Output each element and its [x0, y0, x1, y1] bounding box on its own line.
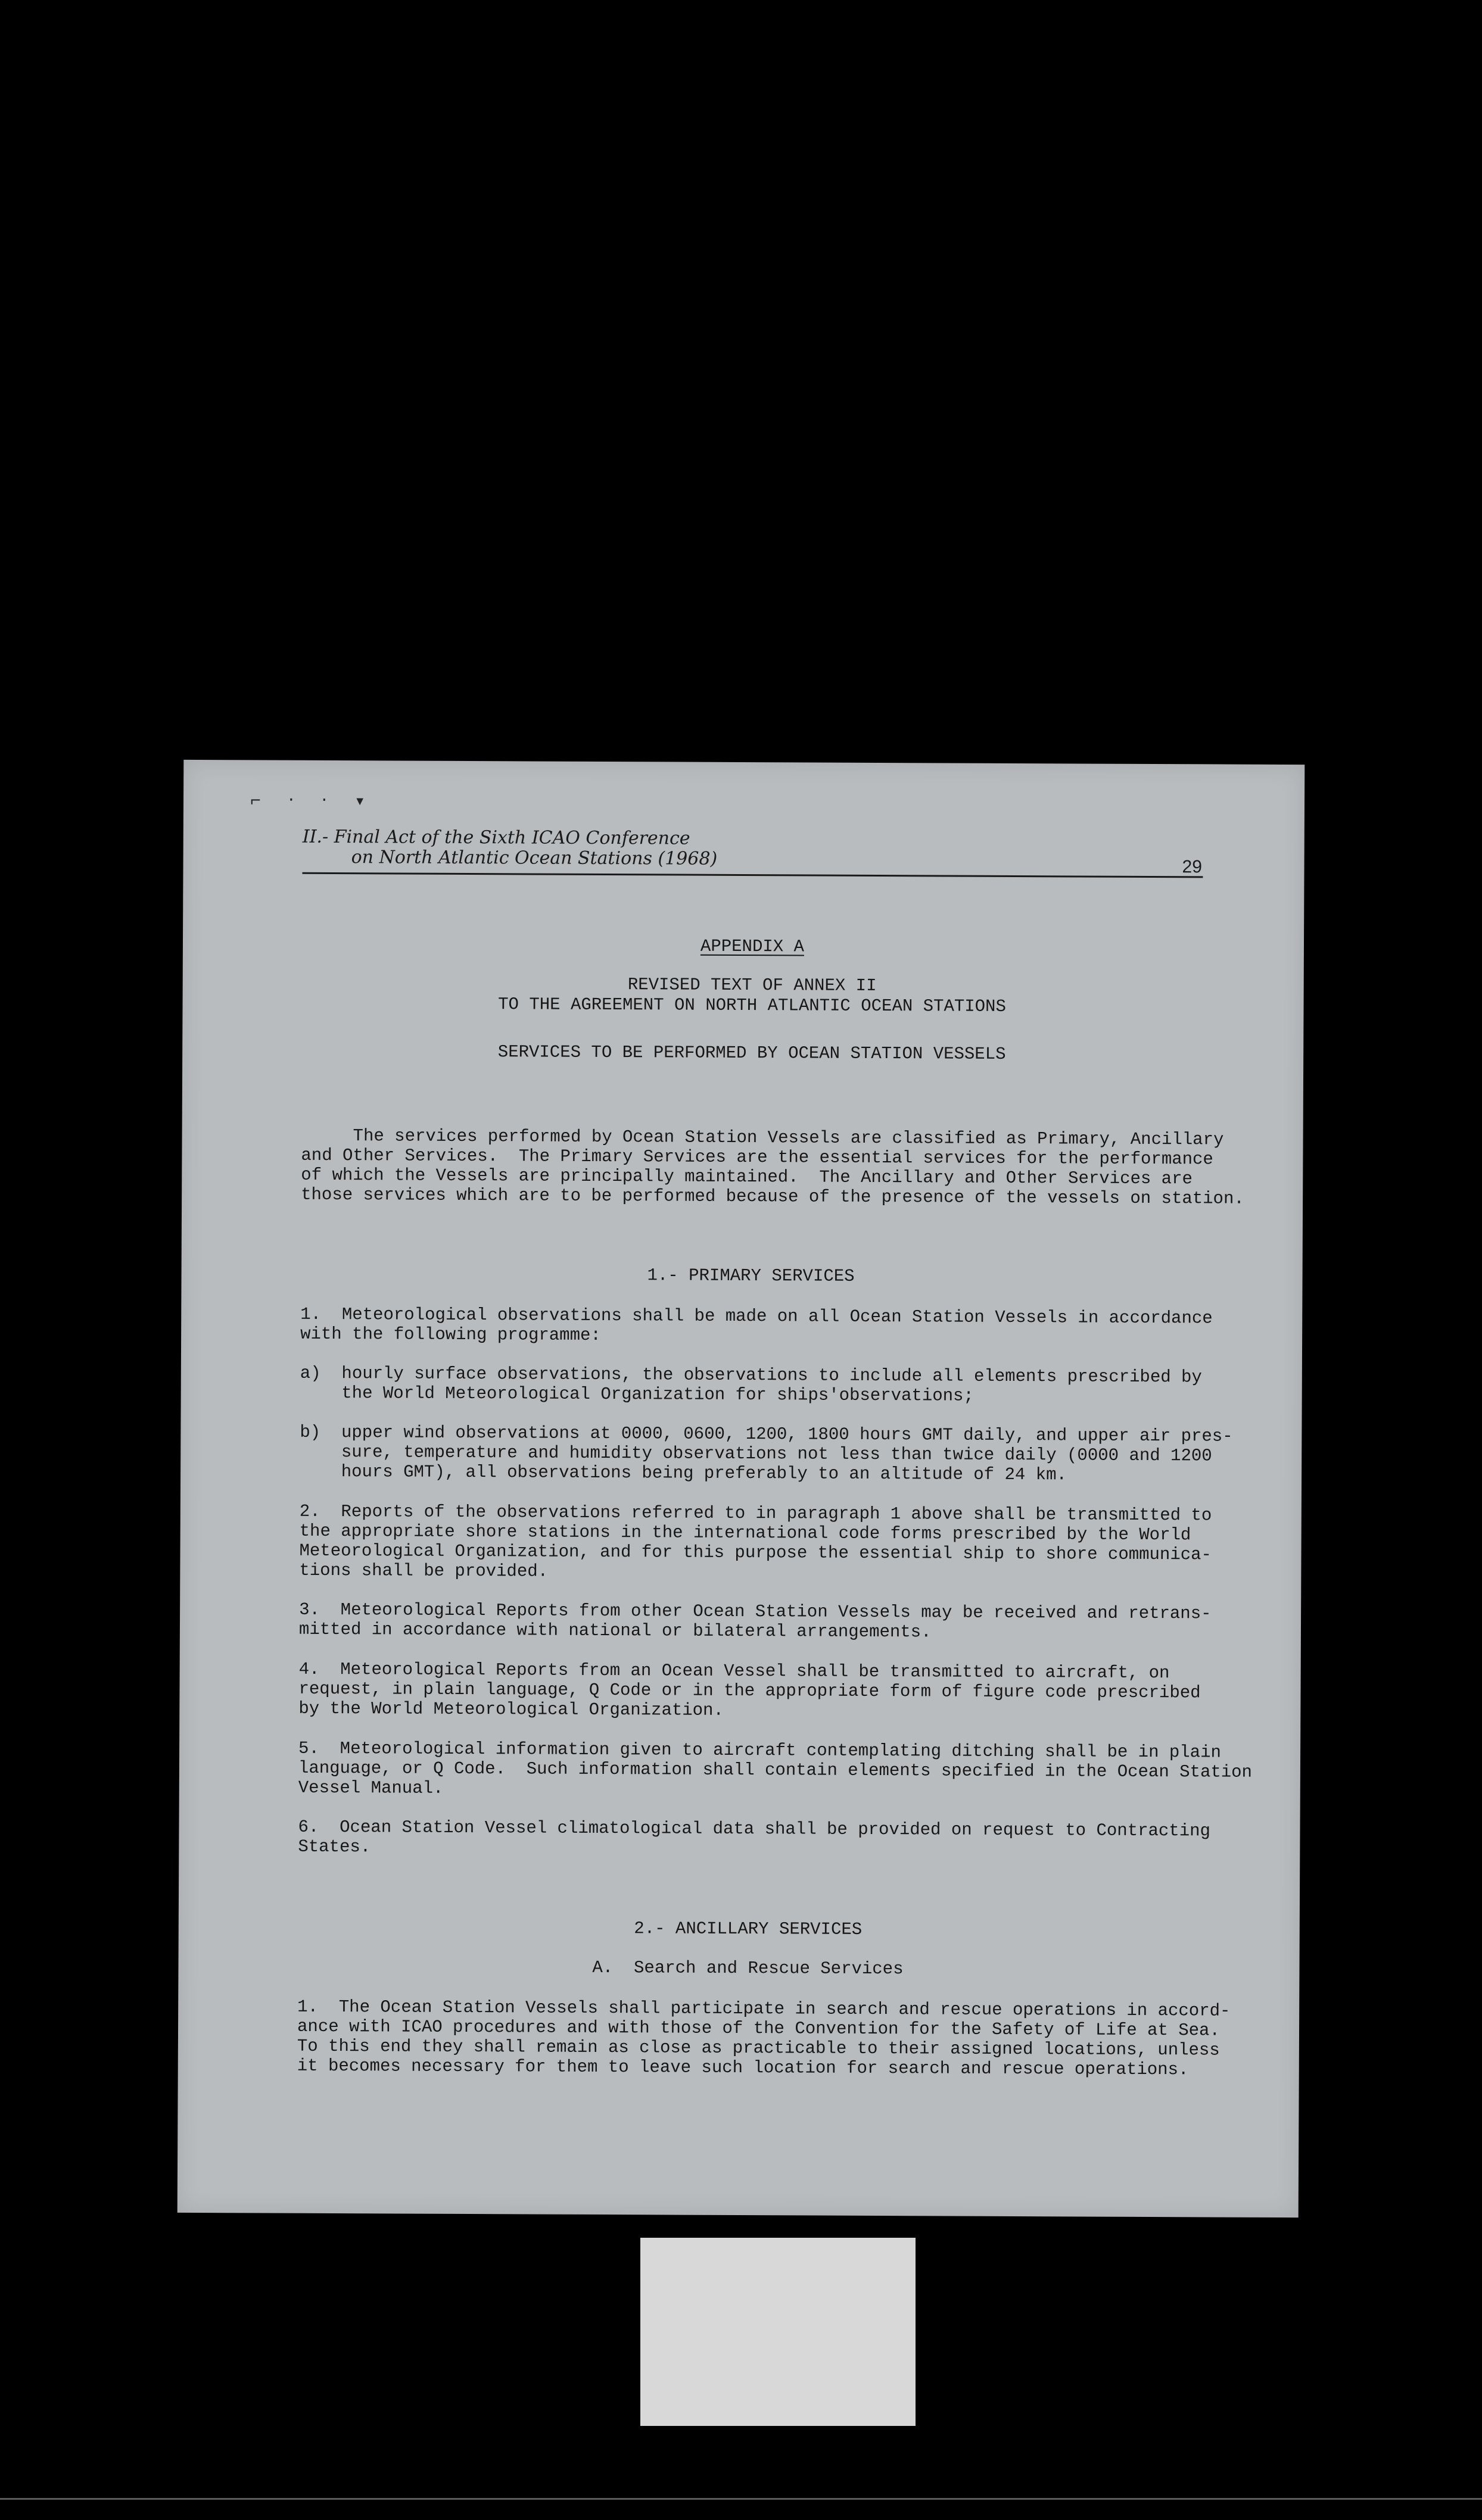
section-title: SERVICES TO BE PERFORMED BY OCEAN STATION VESSELS	[497, 1042, 1006, 1064]
primary-services-heading: 1.- PRIMARY SERVICES	[647, 1265, 855, 1286]
text-line: the World Meteorological Organization for ships'observations;	[300, 1383, 974, 1406]
text-line: request, in plain language, Q Code or in the appropriate form of figure code prescribed	[298, 1679, 1201, 1703]
corner-marks: ⌐ ‧ ‧ ▾	[250, 791, 374, 813]
text-line: Vessel Manual.	[298, 1777, 444, 1798]
blank-card	[640, 2238, 916, 2426]
page-number: 29	[1182, 857, 1203, 877]
text-line: of which the Vessels are principally maintained. The Ancillary and Other Services are	[301, 1165, 1193, 1189]
document-page	[178, 760, 1305, 2218]
text-line: by the World Meteorological Organization.	[298, 1698, 724, 1720]
text-line: the appropriate shore stations in the international code forms prescribed by the World	[299, 1521, 1191, 1545]
search-rescue-heading: A. Search and Rescue Services	[592, 1957, 904, 1979]
text-line: it becomes necessary for them to leave such location for search and rescue operations.	[297, 2056, 1189, 2080]
text-line: language, or Q Code. Such information shall contain elements specified in the Ocean Station	[298, 1758, 1253, 1782]
text-line: 2. Reports of the observations referred to in paragraph 1 above shall be transmitted to	[299, 1501, 1212, 1526]
running-header	[303, 827, 1203, 872]
text-line: tions shall be provided.	[299, 1560, 549, 1582]
header-line-2: on North Atlantic Ocean Stations (1968)	[351, 847, 718, 869]
subtitle-line-1: REVISED TEXT OF ANNEX II	[627, 975, 877, 996]
header-rule	[302, 872, 1203, 878]
text-line: hours GMT), all observations being preferably to an altitude of 24 km.	[300, 1461, 1067, 1485]
text-line: 1. Meteorological observations shall be made on all Ocean Station Vessels in accordance	[300, 1304, 1213, 1328]
text-line: mitted in accordance with national or bilateral arrangements.	[298, 1619, 932, 1642]
ancillary-services-heading: 2.- ANCILLARY SERVICES	[634, 1919, 863, 1939]
text-line: The services performed by Ocean Station Vessels are classified as Primary, Ancillary	[301, 1125, 1224, 1150]
text-line: with the following programme:	[300, 1324, 601, 1345]
scanner-edge-line	[0, 2498, 1482, 2500]
text-line: Meteorological Organization, and for this purpose the essential ship to shore communica-	[299, 1540, 1212, 1565]
text-line: 6. Ocean Station Vessel climatological data shall be provided on request to Contracting	[298, 1817, 1211, 1841]
text-line: 4. Meteorological Reports from an Ocean Vessel shall be transmitted to aircraft, on	[298, 1659, 1170, 1683]
text-line: sure, temperature and humidity observations not less than twice daily (0000 and 1200	[300, 1442, 1212, 1466]
text-line: those services which are to be performed because of the presence of the vessels on station.	[301, 1184, 1244, 1209]
appendix-title: APPENDIX A	[700, 936, 805, 957]
text-line: b) upper wind observations at 0000, 0600, 1200, 1800 hours GMT daily, and upper air pres-	[300, 1422, 1233, 1446]
text-line: ance with ICAO procedures and with those of the Convention for the Safety of Life at Sea.	[297, 2016, 1220, 2041]
text-line: 3. Meteorological Reports from other Ocean Station Vessels may be received and retrans-	[299, 1599, 1212, 1624]
subtitle-line-2: TO THE AGREEMENT ON NORTH ATLANTIC OCEAN STATIONS	[498, 994, 1006, 1016]
text-line: 1. The Ocean Station Vessels shall participate in search and rescue operations in accord-	[297, 1997, 1231, 2021]
text-line: States.	[298, 1836, 371, 1857]
header-line-1: II.- Final Act of the Sixth ICAO Conference	[302, 826, 690, 849]
text-line: To this end they shall remain as close as practicable to their assigned locations, unless	[297, 2036, 1220, 2060]
text-line: 5. Meteorological information given to aircraft contemplating ditching shall be in plain	[298, 1738, 1222, 1763]
text-line: and Other Services. The Primary Services are the essential services for the performance	[301, 1145, 1213, 1169]
text-line: a) hourly surface observations, the observations to include all elements prescribed by	[300, 1363, 1202, 1387]
